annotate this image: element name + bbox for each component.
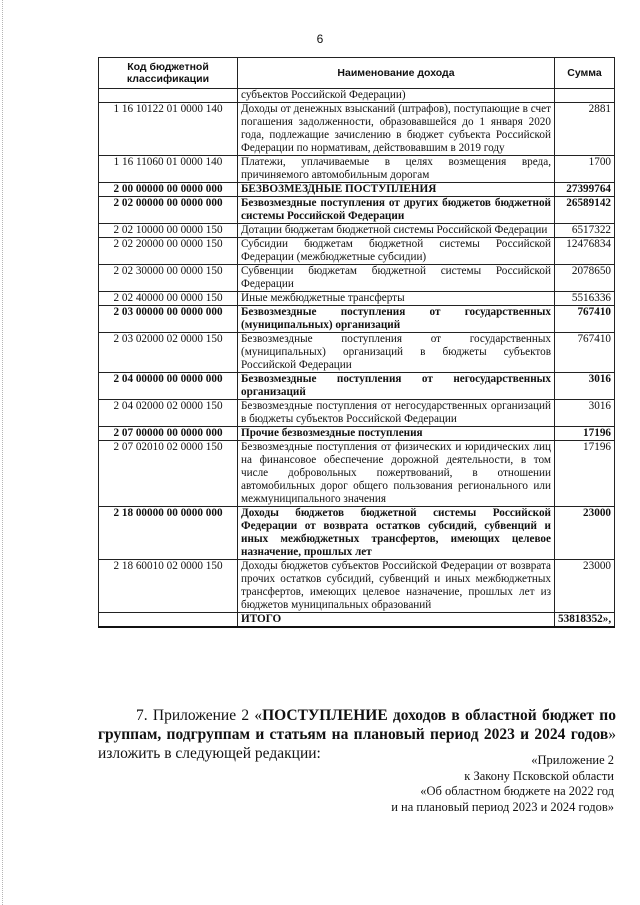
cell-name: Безвозмездные поступления от государственных (муниципальных) организаций в бюджеты субъектов Российской Федерации (238, 333, 555, 373)
table-row (99, 400, 615, 427)
cell-sum: 2881 (555, 103, 615, 156)
cell-code: 2 00 00000 00 0000 000 (99, 183, 238, 197)
cell-code: 2 02 20000 00 0000 150 (99, 238, 238, 265)
table-row (99, 103, 615, 156)
cell-name: Безвозмездные поступления от физических и юридических лиц на финансовое обеспечение дорожной деятельности, в том числе добровольных пожертвований, в отношении автомобильных дорог общего пользования регионального или межмуниципального значения (238, 441, 555, 507)
table-row (99, 224, 615, 238)
cell-code: 1 16 10122 01 0000 140 (99, 103, 238, 156)
cell-code: 2 03 00000 00 0000 000 (99, 306, 238, 333)
table-row (99, 238, 615, 265)
annex-line: «Об областном бюджете на 2022 год (420, 784, 614, 798)
annex-reference (274, 753, 614, 815)
cell-sum: 1700 (555, 156, 615, 183)
cell-name: Субвенции бюджетам бюджетной системы Российской Федерации (238, 265, 555, 292)
cell-name: Прочие безвозмездные поступления (238, 427, 555, 441)
paragraph-prefix: 7. Приложение 2 « (136, 707, 263, 724)
cell-sum: 17196 (555, 441, 615, 507)
table-row (99, 292, 615, 306)
header-name: Наименование дохода (238, 58, 555, 89)
table-row (99, 156, 615, 183)
cell-sum: 27399764 (555, 183, 615, 197)
cell-code: 2 07 02010 02 0000 150 (99, 441, 238, 507)
table-body (99, 89, 615, 628)
cell-name: ИТОГО (238, 613, 555, 628)
cell-name: Дотации бюджетам бюджетной системы Российской Федерации (238, 224, 555, 238)
table-row (99, 373, 615, 400)
cell-code: 1 16 11060 01 0000 140 (99, 156, 238, 183)
cell-code: 2 18 00000 00 0000 000 (99, 507, 238, 560)
paragraph-bold-title: ПОСТУПЛЕНИЕ доходов в областной бюджет по группам, подгруппам и статьям на плановый период 2023 и 2024 годов (98, 707, 616, 743)
cell-code: 2 02 00000 00 0000 000 (99, 197, 238, 224)
cell-name: Доходы от денежных взысканий (штрафов), поступающие в счет погашения задолженности, образовавшейся до 1 января 2020 года, подлежащие зачислению в бюджет субъекта Российской Федерации по нормативам, действовавшим в 2019 году (238, 103, 555, 156)
cell-sum: 767410 (555, 306, 615, 333)
cell-name: субъектов Российской Федерации) (238, 89, 555, 103)
table-row (99, 183, 615, 197)
cell-code (99, 613, 238, 628)
page-number: 6 (316, 32, 324, 46)
cell-sum: 17196 (555, 427, 615, 441)
cell-code: 2 03 02000 02 0000 150 (99, 333, 238, 373)
cell-sum: 53818352», (555, 613, 615, 628)
cell-code: 2 02 30000 00 0000 150 (99, 265, 238, 292)
annex-line: «Приложение 2 (531, 753, 614, 767)
table-row (99, 427, 615, 441)
cell-code: 2 02 10000 00 0000 150 (99, 224, 238, 238)
table-row (99, 560, 615, 613)
table-row (99, 613, 615, 628)
cell-sum: 23000 (555, 507, 615, 560)
cell-name: Безвозмездные поступления от государственных (муниципальных) организаций (238, 306, 555, 333)
cell-name: Иные межбюджетные трансферты (238, 292, 555, 306)
table-row (99, 197, 615, 224)
annex-line: к Закону Псковской области (464, 768, 614, 783)
cell-sum: 12476834 (555, 238, 615, 265)
cell-code: 2 04 02000 02 0000 150 (99, 400, 238, 427)
cell-code: 2 04 00000 00 0000 000 (99, 373, 238, 400)
table-row (99, 89, 615, 103)
cell-sum: 23000 (555, 560, 615, 613)
cell-name: Безвозмездные поступления от других бюджетов бюджетной системы Российской Федерации (238, 197, 555, 224)
cell-name: Доходы бюджетов субъектов Российской Федерации от возврата прочих остатков субсидий, субвенций и иных межбюджетных трансфертов, имеющих целевое назначение, прошлых лет из бюджетов муниципальных образований (238, 560, 555, 613)
header-code: Код бюджетной классификации (99, 58, 238, 89)
header-sum: Сумма (555, 58, 615, 89)
cell-code: 2 07 00000 00 0000 000 (99, 427, 238, 441)
cell-sum: 5516336 (555, 292, 615, 306)
annex-line: и на плановый период 2023 и 2024 годов» (391, 799, 614, 814)
cell-sum: 26589142 (555, 197, 615, 224)
table-row (99, 265, 615, 292)
cell-sum: 767410 (555, 333, 615, 373)
table-row (99, 306, 615, 333)
cell-code: 2 02 40000 00 0000 150 (99, 292, 238, 306)
cell-name: Доходы бюджетов бюджетной системы Российской Федерации от возврата остатков субсидий, субвенций и иных межбюджетных трансфертов, имеющих целевое назначение, прошлых лет (238, 507, 555, 560)
cell-code (99, 89, 238, 103)
cell-sum (555, 89, 615, 103)
table-header-row (99, 58, 615, 89)
table-row (99, 507, 615, 560)
table-row (99, 441, 615, 507)
cell-name: Безвозмездные поступления от негосударственных организаций (238, 373, 555, 400)
cell-sum: 2078650 (555, 265, 615, 292)
cell-name: Платежи, уплачиваемые в целях возмещения вреда, причиняемого автомобильным дорогам (238, 156, 555, 183)
cell-sum: 3016 (555, 400, 615, 427)
cell-sum: 6517322 (555, 224, 615, 238)
cell-sum: 3016 (555, 373, 615, 400)
cell-name: БЕЗВОЗМЕЗДНЫЕ ПОСТУПЛЕНИЯ (238, 183, 555, 197)
cell-name: Субсидии бюджетам бюджетной системы Российской Федерации (межбюджетные субсидии) (238, 238, 555, 265)
table-row (99, 333, 615, 373)
revenue-table (98, 57, 615, 628)
paragraph-suffix: » изложить в следующей редакции: (98, 726, 616, 762)
cell-name: Безвозмездные поступления от негосударственных организаций в бюджеты субъектов Российской Федерации (238, 400, 555, 427)
cell-code: 2 18 60010 02 0000 150 (99, 560, 238, 613)
page-edge-rule (2, 0, 3, 905)
